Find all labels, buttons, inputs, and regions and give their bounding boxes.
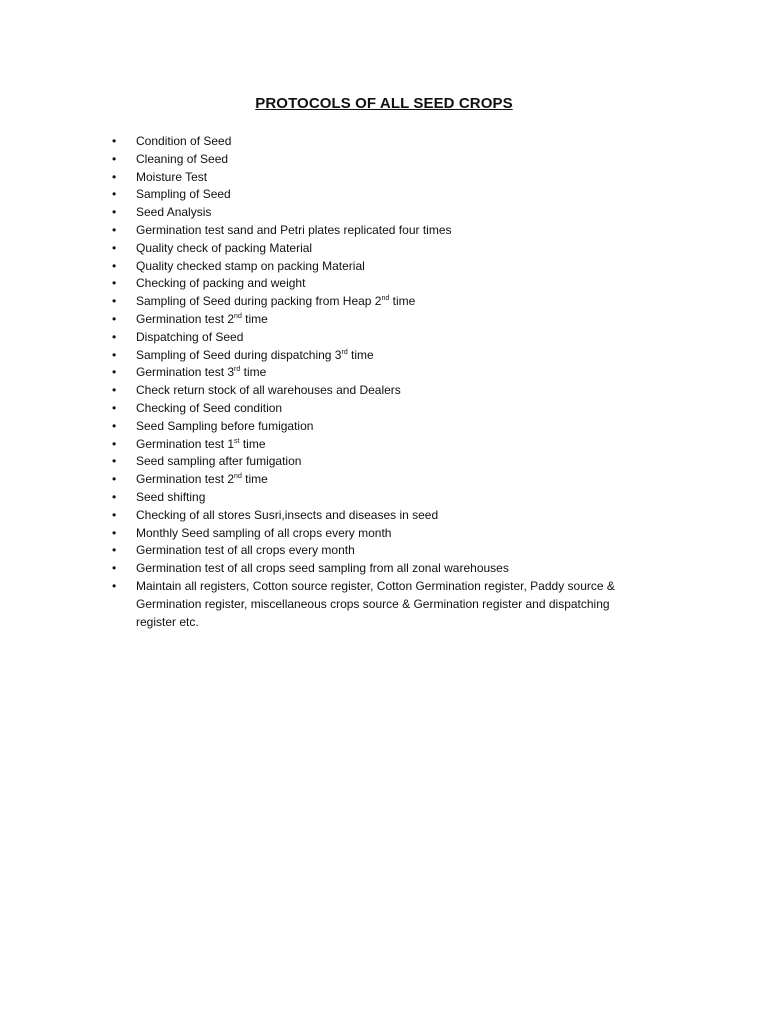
ordinal-suffix: nd bbox=[381, 295, 390, 303]
bullet-icon: • bbox=[112, 525, 117, 540]
bullet-icon: • bbox=[112, 418, 117, 433]
list-item-text: Germination test 1 bbox=[136, 436, 235, 451]
list-item-text: Seed Sampling before fumigation bbox=[136, 418, 314, 433]
list-item-text: Seed shifting bbox=[136, 489, 206, 504]
list-item bbox=[112, 471, 652, 489]
list-item bbox=[112, 489, 652, 507]
list-item-text: Germination test of all crops every month bbox=[136, 543, 355, 558]
bullet-icon: • bbox=[112, 222, 117, 237]
list-item bbox=[112, 222, 652, 240]
list-item bbox=[112, 275, 652, 293]
bullet-icon: • bbox=[112, 578, 117, 593]
bullet-icon: • bbox=[112, 151, 117, 166]
list-item bbox=[112, 240, 652, 258]
list-item bbox=[112, 329, 652, 347]
bullet-icon: • bbox=[112, 276, 117, 291]
list-item-text: Sampling of Seed during dispatching 3 bbox=[136, 347, 342, 362]
list-item bbox=[112, 507, 652, 525]
bullet-icon: • bbox=[112, 169, 117, 184]
ordinal-suffix: st bbox=[234, 437, 240, 445]
list-item bbox=[112, 400, 652, 418]
list-item-text: Cleaning of Seed bbox=[136, 151, 229, 166]
list-item-text: Maintain all registers, Cotton source register, Cotton Germination register, Paddy source & Germination register, miscellaneous crops source & Germination register and dispatching register etc. bbox=[136, 578, 615, 629]
bullet-icon: • bbox=[112, 543, 117, 558]
bullet-icon: • bbox=[112, 258, 117, 273]
bullet-icon: • bbox=[112, 561, 117, 576]
list-item-text-suffix: time bbox=[241, 311, 268, 326]
list-item-text: Check return stock of all warehouses and Dealers bbox=[136, 383, 401, 398]
list-item-text: Dispatching of Seed bbox=[136, 329, 244, 344]
list-item-text: Germination test of all crops seed sampling from all zonal warehouses bbox=[136, 561, 509, 576]
bullet-icon: • bbox=[112, 205, 117, 220]
list-item-text-suffix: time bbox=[239, 436, 266, 451]
list-item-text: Checking of packing and weight bbox=[136, 276, 306, 291]
bullet-icon: • bbox=[112, 329, 117, 344]
bullet-icon: • bbox=[112, 311, 117, 326]
bullet-icon: • bbox=[112, 240, 117, 255]
list-item-text-suffix: time bbox=[389, 294, 416, 309]
list-item bbox=[112, 436, 652, 454]
bullet-icon: • bbox=[112, 294, 117, 309]
list-item bbox=[112, 133, 652, 151]
list-item bbox=[112, 151, 652, 169]
protocol-list bbox=[112, 133, 652, 631]
list-item-text: Quality check of packing Material bbox=[136, 240, 313, 255]
list-item bbox=[112, 169, 652, 187]
document-title: PROTOCOLS OF ALL SEED CROPS bbox=[255, 95, 513, 112]
list-item-text: Condition of Seed bbox=[136, 134, 232, 148]
list-item bbox=[112, 258, 652, 276]
list-item bbox=[112, 364, 652, 382]
bullet-icon: • bbox=[112, 187, 117, 202]
ordinal-suffix: nd bbox=[234, 312, 242, 320]
bullet-icon: • bbox=[112, 400, 117, 415]
bullet-icon: • bbox=[112, 347, 117, 362]
list-item bbox=[112, 453, 652, 471]
bullet-icon: • bbox=[112, 436, 117, 451]
bullet-icon: • bbox=[112, 365, 117, 380]
bullet-icon: • bbox=[112, 507, 117, 522]
list-item bbox=[112, 347, 652, 365]
list-item-text: Seed Analysis bbox=[136, 205, 212, 220]
ordinal-suffix: nd bbox=[234, 473, 242, 481]
list-item-text: Sampling of Seed bbox=[136, 187, 231, 202]
list-item-text-suffix: time bbox=[241, 472, 268, 487]
bullet-icon: • bbox=[112, 489, 117, 504]
list-item-text-suffix: time bbox=[347, 347, 374, 362]
list-item-text: Germination test sand and Petri plates replicated four times bbox=[136, 222, 452, 237]
list-item bbox=[112, 525, 652, 543]
list-item bbox=[112, 578, 652, 631]
list-item-text: Checking of all stores Susri,insects and diseases in seed bbox=[136, 507, 439, 522]
list-item bbox=[112, 560, 652, 578]
ordinal-suffix: rd bbox=[234, 366, 241, 374]
list-item bbox=[112, 382, 652, 400]
list-item-text: Quality checked stamp on packing Material bbox=[136, 258, 365, 273]
list-item-text: Seed sampling after fumigation bbox=[136, 454, 302, 469]
ordinal-suffix: rd bbox=[341, 348, 348, 356]
list-item-text-suffix: time bbox=[240, 365, 267, 380]
bullet-icon: • bbox=[112, 454, 117, 469]
list-item bbox=[112, 186, 652, 204]
list-item-text: Sampling of Seed during packing from Heap 2 bbox=[136, 294, 382, 309]
bullet-icon: • bbox=[112, 383, 117, 398]
list-item-text: Monthly Seed sampling of all crops every month bbox=[136, 525, 392, 540]
list-item bbox=[112, 418, 652, 436]
list-item-text: Germination test 2 bbox=[136, 311, 235, 326]
list-item-text: Germination test 2 bbox=[136, 472, 235, 487]
bullet-icon: • bbox=[112, 472, 117, 487]
list-item bbox=[112, 542, 652, 560]
list-item-text: Checking of Seed condition bbox=[136, 400, 283, 415]
list-item-text: Moisture Test bbox=[136, 169, 208, 184]
list-item-text: Germination test 3 bbox=[136, 365, 235, 380]
list-item bbox=[112, 204, 652, 222]
list-item bbox=[112, 293, 652, 311]
bullet-icon: • bbox=[112, 134, 117, 148]
list-item bbox=[112, 311, 652, 329]
